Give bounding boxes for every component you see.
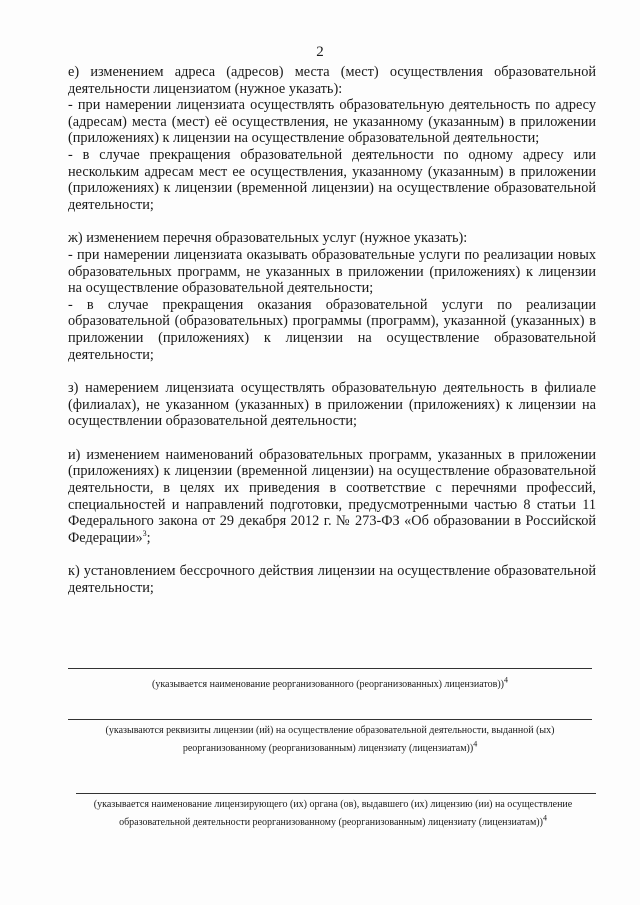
paragraph-zh: ж) изменением перечня образовательных услуг (нужное указать): — [68, 230, 468, 247]
document-body — [68, 64, 596, 597]
blank-line-3 — [76, 793, 596, 794]
paragraph-z: з) намерением лицензиата осуществлять образовательную деятельность в филиале (филиалах), не указанном (указанных) в приложении (приложениях) к лицензии на осуществлении образовательной деятельности; — [68, 380, 596, 430]
paragraph-i-text: и) изменением наименований образовательных программ, указанных в приложении (приложениях) к лицензии (временной лицензии) на осуществление образовательной деятельности, в целях их приведения в соответствие с перечнями профессий, специальностей и направлений подготовки, предусмотренными частью 8 статьи 11 Федерального закона от 29 декабря 2012 г. № 273-ФЗ «Об образовании в Российской Федерации» — [68, 446, 596, 546]
caption-3-line-2: образовательной деятельности реорганизованному (реорганизованным) лицензиату (лицензиатам)) — [119, 817, 543, 828]
paragraph-zh-item-1: - при намерении лицензиата оказывать образовательные услуги по реализации новых образовательных программ, не указанных в приложении (приложениях) к лицензии на осуществление образовательной деятельности; — [68, 246, 596, 297]
paragraph-e-item-1: - при намерении лицензиата осуществлять образовательную деятельность по адресу (адресам) места (мест) её осуществления, не указанному (указанным) в приложении (приложениях) к лицензии на осуществление образовательной деятельности; — [68, 97, 596, 147]
caption-2 — [68, 722, 592, 758]
caption-3-line-2-wrap — [68, 814, 598, 832]
footnote-mark: 3 — [142, 529, 147, 539]
paragraph-spacer — [68, 430, 596, 447]
paragraph-e-item-2: - в случае прекращения образовательной деятельности по одному адресу или нескольким адресам мест ее осуществления, указанному (указанным) в приложении (приложениях) к лицензии (временной лицензии) на осуществление образовательной деятельности; — [68, 146, 596, 213]
caption-1 — [68, 676, 592, 694]
footnote-mark: 4 — [504, 675, 508, 685]
caption-3 — [68, 796, 598, 832]
blank-line-1 — [68, 668, 592, 669]
paragraph-zh-item-2: - в случае прекращения оказания образовательной услуги по реализации образовательной (образовательных) программы (программ), указанной (указанных) в приложении (приложениях) к лицензии на осуществление образовательной деятельности; — [68, 296, 596, 363]
paragraph-spacer — [68, 363, 596, 380]
page-number: 2 — [316, 44, 324, 60]
footnote-mark: 4 — [473, 739, 478, 749]
blank-line-2 — [68, 719, 592, 720]
paragraph-spacer — [68, 213, 596, 230]
paragraph-spacer — [68, 546, 596, 563]
caption-1-text: (указывается наименование реорганизованного (реорганизованных) лицензиатов)) — [152, 679, 504, 690]
paragraph-i-tail: ; — [146, 529, 151, 546]
caption-2-line-1: (указываются реквизиты лицензии (ий) на осуществление образовательной деятельности, выданной (ых) — [105, 725, 555, 736]
paragraph-e: е) изменением адреса (адресов) места (мест) осуществления образовательной деятельности лицензиатом (нужное указать): — [68, 64, 596, 97]
paragraph-i — [68, 447, 596, 547]
caption-3-line-1: (указывается наименование лицензирующего (их) органа (ов), выдавшего (их) лицензию (ии) на осуществление — [93, 799, 573, 810]
paragraph-k: к) установлением бессрочного действия лицензии на осуществление образовательной деятельности; — [68, 563, 596, 597]
caption-2-line-2-wrap — [68, 740, 592, 758]
caption-2-line-2: реорганизованному (реорганизованным) лицензиату (лицензиатам)) — [182, 743, 474, 754]
footnote-mark: 4 — [542, 813, 547, 823]
